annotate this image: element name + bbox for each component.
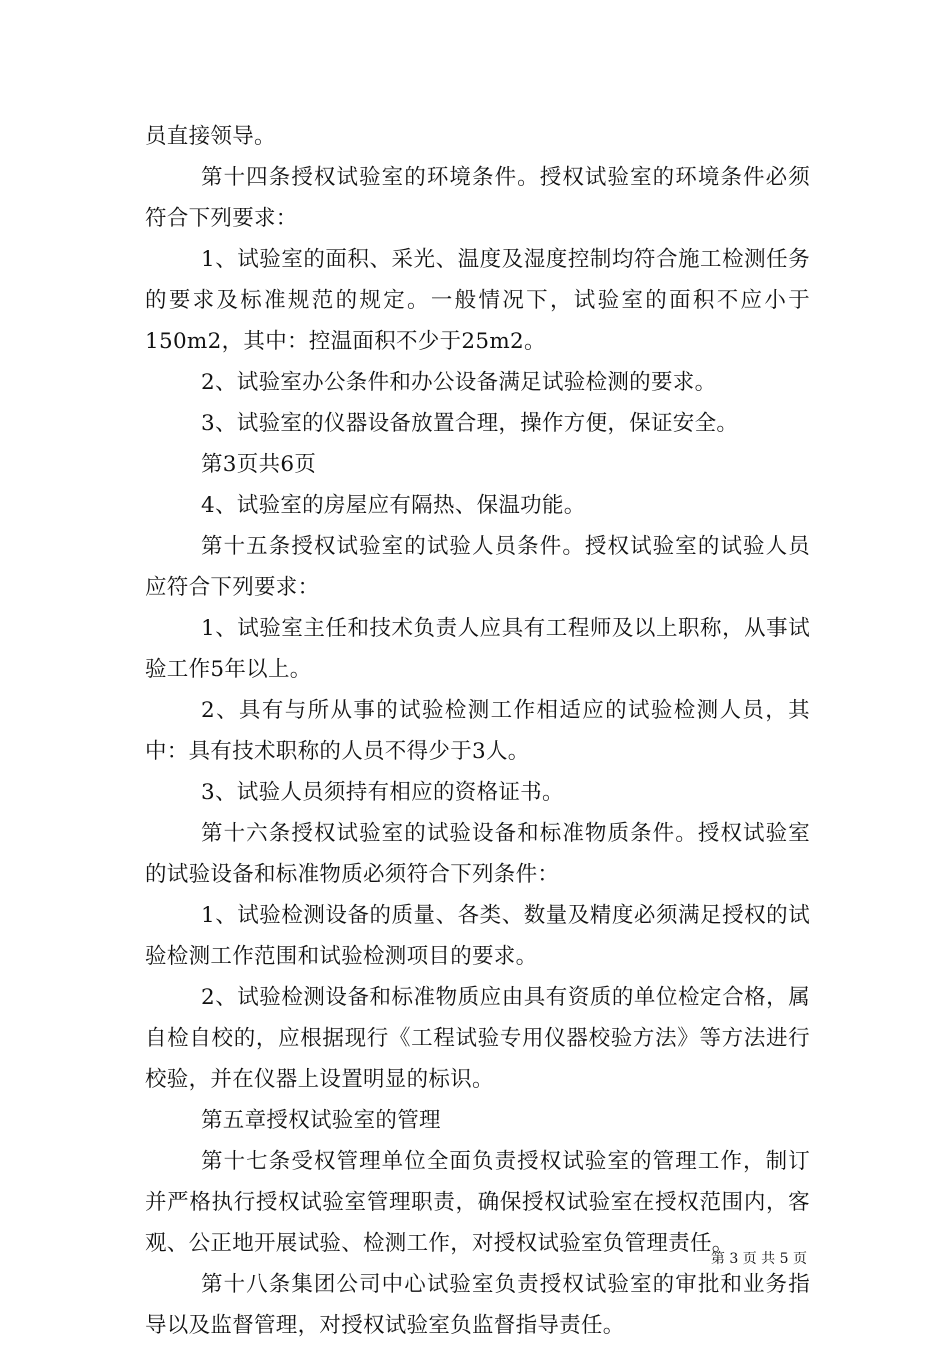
paragraph: 2、试验室办公条件和办公设备满足试验检测的要求。 (201, 370, 717, 395)
paragraph: 第十八条集团公司中心试验室负责授权试验室的审批和业务指导以及监督管理，对授权试验室负监督指导责任。 (145, 1272, 810, 1338)
page-number-footer: 第 3 页 共 5 页 (710, 1251, 807, 1267)
document-body (145, 116, 810, 1346)
paragraph: 第十七条受权管理单位全面负责授权试验室的管理工作，制订并严格执行授权试验室管理职责，确保授权试验室在授权范围内，客观、公正地开展试验、检测工作，对授权试验室负管理责任。 (145, 1149, 810, 1256)
paragraph: 2、试验检测设备和标准物质应由具有资质的单位检定合格，属自检自校的，应根据现行《工程试验专用仪器校验方法》等方法进行校验，并在仪器上设置明显的标识。 (145, 985, 810, 1092)
paragraph: 第十四条授权试验室的环境条件。授权试验室的环境条件必须符合下列要求： (145, 165, 810, 231)
paragraph: 第十五条授权试验室的试验人员条件。授权试验室的试验人员应符合下列要求： (145, 534, 810, 600)
paragraph: 第十六条授权试验室的试验设备和标准物质条件。授权试验室的试验设备和标准物质必须符合下列条件： (145, 821, 810, 887)
paragraph: 1、试验室主任和技术负责人应具有工程师及以上职称，从事试验工作5年以上。 (145, 616, 810, 682)
paragraph: 3、试验室的仪器设备放置合理，操作方便，保证安全。 (201, 411, 739, 436)
paragraph: 员直接领导。 (145, 124, 276, 149)
paragraph: 1、试验室的面积、采光、温度及湿度控制均符合施工检测任务的要求及标准规范的规定。一般情况下，试验室的面积不应小于150m2，其中：控温面积不少于25m2。 (145, 247, 810, 354)
paragraph: 4、试验室的房屋应有隔热、保温功能。 (201, 493, 586, 518)
paragraph: 2、具有与所从事的试验检测工作相适应的试验检测人员，其中：具有技术职称的人员不得少于3人。 (145, 698, 810, 764)
paragraph: 3、试验人员须持有相应的资格证书。 (201, 780, 564, 805)
paragraph: 1、试验检测设备的质量、各类、数量及精度必须满足授权的试验检测工作范围和试验检测项目的要求。 (145, 903, 810, 969)
chapter-heading: 第五章授权试验室的管理 (201, 1108, 441, 1133)
paragraph: 第3页共6页 (201, 452, 317, 477)
